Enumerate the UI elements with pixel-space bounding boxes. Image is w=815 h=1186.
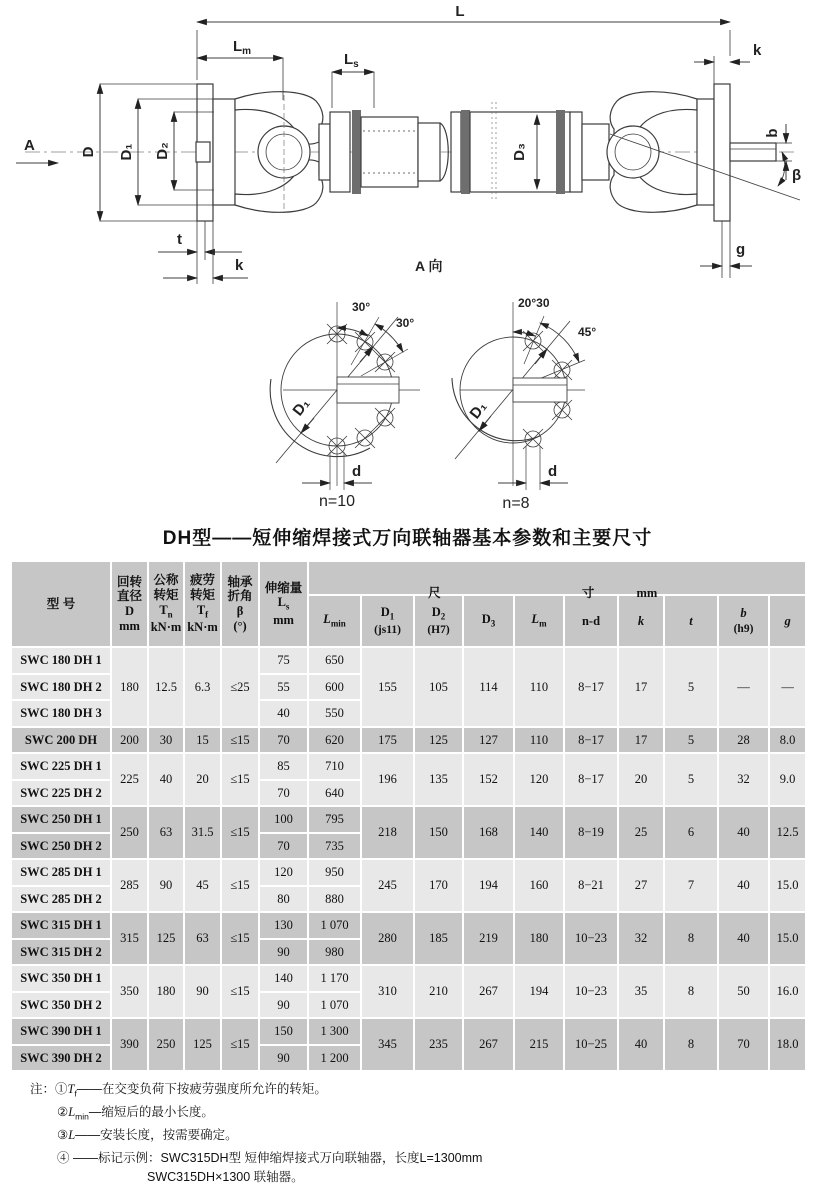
angle-label-2: 30° [396, 316, 414, 330]
value-cell: 8.0 [769, 727, 806, 754]
value-cell: 40 [618, 1018, 664, 1071]
col-header-bearing-angle: 轴承 折角 β (°) [221, 561, 259, 647]
bolt-circle-dia-label: D₁ [290, 395, 314, 419]
value-cell: 5 [664, 727, 718, 754]
value-cell: 235 [414, 1018, 463, 1071]
value-cell: 140 [259, 965, 308, 992]
value-cell: 40 [718, 912, 769, 965]
seal-ring-2 [461, 110, 470, 194]
note-2: $②L_{min}—$缩短后的最小长度。 [30, 1103, 790, 1126]
value-cell: 140 [514, 806, 564, 859]
value-cell: 80 [259, 886, 308, 913]
hole-dia-label: d [352, 463, 361, 480]
dim-k-top [694, 42, 762, 84]
value-cell: 194 [514, 965, 564, 1018]
svg-text:Ls: $L_s$ [344, 51, 359, 70]
table-row [11, 912, 806, 939]
value-cell: ≤15 [221, 859, 259, 912]
bolt-circle-dia-label: D₁ [467, 398, 491, 422]
svg-text:Lm: $L_m$ [233, 38, 251, 57]
note-5: SWC315DH×1300 联轴器。 [30, 1168, 790, 1186]
value-cell: 90 [259, 1045, 308, 1072]
table-row [11, 965, 806, 992]
col-header-extension: 伸缩量 $L_s$ mm [259, 561, 308, 647]
col-header-d3: $D_3$ [463, 595, 514, 647]
notes [30, 1080, 790, 1186]
left-pilot [196, 142, 210, 162]
model-cell: SWC 180 DH 2 [11, 674, 111, 701]
dim-g [700, 221, 752, 278]
value-cell: 310 [361, 965, 414, 1018]
value-cell: 795 [308, 806, 361, 833]
page-title: DH型——短伸缩焊接式万向联轴器基本参数和主要尺寸 [0, 523, 815, 550]
dim-Ls [332, 51, 374, 108]
angle-label-1: 20°30 [518, 296, 550, 310]
value-cell: 155 [361, 647, 414, 727]
seal-ring-1 [352, 110, 361, 194]
table-row [11, 806, 806, 833]
value-cell: 70 [259, 727, 308, 754]
value-cell: 70 [259, 833, 308, 860]
value-cell: 28 [718, 727, 769, 754]
value-cell: 8 [664, 912, 718, 965]
value-cell: ≤15 [221, 806, 259, 859]
table-row [11, 859, 806, 886]
col-header-t: t [664, 595, 718, 647]
main-assembly-view [25, 84, 800, 221]
value-cell: 250 [111, 806, 148, 859]
value-cell: 620 [308, 727, 361, 754]
value-cell: 1 070 [308, 992, 361, 1019]
model-cell: SWC 180 DH 3 [11, 700, 111, 727]
value-cell: 27 [618, 859, 664, 912]
value-cell: 8−17 [564, 647, 618, 727]
value-cell: 75 [259, 647, 308, 674]
dim-L [197, 3, 730, 80]
value-cell: 31.5 [184, 806, 221, 859]
value-cell: 980 [308, 939, 361, 966]
value-cell: 168 [463, 806, 514, 859]
dim-g-label: g [736, 241, 745, 258]
note-3: ③L——安装长度，按需要确定。 [30, 1126, 790, 1149]
model-cell: SWC 390 DH 1 [11, 1018, 111, 1045]
value-cell: ≤25 [221, 647, 259, 727]
dim-k-top-label: k [753, 42, 762, 59]
value-cell: 185 [414, 912, 463, 965]
col-header-nominal-torque: 公称 转矩 $T_n$ kN·m [148, 561, 184, 647]
value-cell: 32 [718, 753, 769, 806]
beta-arc [778, 152, 785, 186]
view-a-arrow [16, 137, 58, 163]
model-cell: SWC 200 DH [11, 727, 111, 754]
value-cell: ≤15 [221, 753, 259, 806]
value-cell: 8−17 [564, 727, 618, 754]
value-cell: 35 [618, 965, 664, 1018]
value-cell: 130 [259, 912, 308, 939]
value-cell: 8 [664, 965, 718, 1018]
value-cell: 218 [361, 806, 414, 859]
col-header-d2: $D_2$ (H7) [414, 595, 463, 647]
value-cell: 950 [308, 859, 361, 886]
model-cell: SWC 350 DH 2 [11, 992, 111, 1019]
value-cell: 40 [718, 859, 769, 912]
model-cell: SWC 285 DH 2 [11, 886, 111, 913]
value-cell: 267 [463, 1018, 514, 1071]
dim-D2-label: D₂ [154, 142, 171, 160]
left-yoke [235, 92, 323, 213]
value-cell: 280 [361, 912, 414, 965]
table-header [11, 561, 806, 647]
value-cell: 1 200 [308, 1045, 361, 1072]
value-cell: 175 [361, 727, 414, 754]
value-cell: 735 [308, 833, 361, 860]
value-cell: 17 [618, 727, 664, 754]
value-cell: 32 [618, 912, 664, 965]
value-cell: 40 [148, 753, 184, 806]
value-cell: 15.0 [769, 912, 806, 965]
value-cell: 8−21 [564, 859, 618, 912]
value-cell: 90 [259, 939, 308, 966]
value-cell: 12.5 [148, 647, 184, 727]
spline-shaft [361, 117, 418, 187]
value-cell: 50 [718, 965, 769, 1018]
model-cell: SWC 250 DH 1 [11, 806, 111, 833]
value-cell: 45 [184, 859, 221, 912]
col-header-b: b (h9) [718, 595, 769, 647]
value-cell: 70 [718, 1018, 769, 1071]
value-cell: 880 [308, 886, 361, 913]
right-hub [697, 99, 714, 205]
table-body [11, 647, 806, 1071]
col-header-lmin: $L_{min}$ [308, 595, 361, 647]
value-cell: 10−25 [564, 1018, 618, 1071]
spec-table [10, 560, 807, 1072]
note-1: 注：$①T_f——$在交变负荷下按疲劳强度所允许的转矩。 [30, 1080, 790, 1103]
value-cell: 152 [463, 753, 514, 806]
dim-D3-label: D₃ [511, 143, 528, 161]
value-cell: 110 [514, 647, 564, 727]
value-cell: 40 [718, 806, 769, 859]
value-cell: 9.0 [769, 753, 806, 806]
dim-D-label: D [80, 146, 97, 157]
value-cell: — [769, 647, 806, 727]
model-cell: SWC 315 DH 1 [11, 912, 111, 939]
value-cell: 16.0 [769, 965, 806, 1018]
value-cell: 25 [618, 806, 664, 859]
value-cell: 710 [308, 753, 361, 780]
value-cell: 10−23 [564, 912, 618, 965]
slip-collar [330, 112, 350, 192]
value-cell: 250 [148, 1018, 184, 1071]
col-header-diameter: 回转 直径 D mm [111, 561, 148, 647]
value-cell: 650 [308, 647, 361, 674]
value-cell: 8 [664, 1018, 718, 1071]
drawing-svg [0, 0, 815, 518]
view-a-letter: A [24, 137, 35, 154]
value-cell: 114 [463, 647, 514, 727]
value-cell: 200 [111, 727, 148, 754]
dim-beta-label: β [792, 167, 801, 184]
value-cell: 7 [664, 859, 718, 912]
col-header-model: 型 号 [11, 561, 111, 647]
angle-label-2: 45° [578, 325, 596, 339]
value-cell: 210 [414, 965, 463, 1018]
bolt-circle-view-n10 [270, 300, 420, 510]
model-cell: SWC 350 DH 1 [11, 965, 111, 992]
value-cell: 20 [618, 753, 664, 806]
value-cell: 160 [514, 859, 564, 912]
table-row [11, 1018, 806, 1045]
value-cell: 1 170 [308, 965, 361, 992]
dim-b-label: b [764, 128, 781, 137]
value-cell: 70 [259, 780, 308, 807]
col-header-lm: $L_m$ [514, 595, 564, 647]
value-cell: 170 [414, 859, 463, 912]
value-cell: 110 [514, 727, 564, 754]
col-header-dimensions: 尺 寸 mm [308, 561, 806, 595]
note-4: ④ ——标记示例：SWC315DH型 短伸缩焊接式万向联轴器，长度L=1300mm [30, 1149, 790, 1168]
seal-ring-3 [556, 110, 565, 194]
model-cell: SWC 390 DH 2 [11, 1045, 111, 1072]
value-cell: 150 [259, 1018, 308, 1045]
model-cell: SWC 315 DH 2 [11, 939, 111, 966]
value-cell: 5 [664, 647, 718, 727]
col-header-k: k [618, 595, 664, 647]
value-cell: 1 300 [308, 1018, 361, 1045]
table-row [11, 647, 806, 674]
value-cell: ≤15 [221, 727, 259, 754]
col-header-d1: $D_1$ (js11) [361, 595, 414, 647]
value-cell: 6.3 [184, 647, 221, 727]
value-cell: 18.0 [769, 1018, 806, 1071]
value-cell: 15.0 [769, 859, 806, 912]
value-cell: 600 [308, 674, 361, 701]
value-cell: 30 [148, 727, 184, 754]
value-cell: 120 [514, 753, 564, 806]
model-cell: SWC 180 DH 1 [11, 647, 111, 674]
value-cell: 8−19 [564, 806, 618, 859]
bolt-circle-view-n8 [452, 296, 596, 512]
left-hub [213, 99, 235, 205]
value-cell: 225 [111, 753, 148, 806]
value-cell: 15 [184, 727, 221, 754]
value-cell: 63 [148, 806, 184, 859]
stub-shaft [730, 143, 776, 161]
col-header-g: g [769, 595, 806, 647]
value-cell: 127 [463, 727, 514, 754]
value-cell: 180 [148, 965, 184, 1018]
dim-t [158, 221, 242, 284]
value-cell: 245 [361, 859, 414, 912]
value-cell: 125 [414, 727, 463, 754]
value-cell: 135 [414, 753, 463, 806]
table-row [11, 727, 806, 754]
value-cell: 219 [463, 912, 514, 965]
value-cell: — [718, 647, 769, 727]
value-cell: 17 [618, 647, 664, 727]
value-cell: 345 [361, 1018, 414, 1071]
dim-t-label: t [177, 231, 182, 248]
value-cell: 315 [111, 912, 148, 965]
value-cell: 55 [259, 674, 308, 701]
value-cell: 125 [148, 912, 184, 965]
value-cell: 120 [259, 859, 308, 886]
value-cell: 85 [259, 753, 308, 780]
right-flange [714, 84, 730, 221]
value-cell: 90 [184, 965, 221, 1018]
dim-L-label: L [455, 3, 464, 20]
value-cell: 640 [308, 780, 361, 807]
value-cell: 8−17 [564, 753, 618, 806]
value-cell: 105 [414, 647, 463, 727]
view-a-caption: A 向 [415, 258, 442, 274]
value-cell: 20 [184, 753, 221, 806]
value-cell: 194 [463, 859, 514, 912]
col-header-fatigue-torque: 疲劳 转矩 $T_f$ kN·m [184, 561, 221, 647]
value-cell: ≤15 [221, 1018, 259, 1071]
value-cell: 10−23 [564, 965, 618, 1018]
value-cell: 180 [514, 912, 564, 965]
angle-label-1: 30° [352, 300, 370, 314]
value-cell: 267 [463, 965, 514, 1018]
value-cell: 40 [259, 700, 308, 727]
model-cell: SWC 225 DH 2 [11, 780, 111, 807]
bolt-count-n8: n=8 [502, 495, 529, 512]
col-header-nd: n-d [564, 595, 618, 647]
technical-drawing [0, 0, 815, 518]
value-cell: 5 [664, 753, 718, 806]
value-cell: 6 [664, 806, 718, 859]
value-cell: 150 [414, 806, 463, 859]
value-cell: 125 [184, 1018, 221, 1071]
model-cell: SWC 250 DH 2 [11, 833, 111, 860]
dim-k-bottom-label: k [235, 257, 244, 274]
bolt-count-n10: n=10 [319, 493, 355, 510]
value-cell: 285 [111, 859, 148, 912]
value-cell: 100 [259, 806, 308, 833]
model-cell: SWC 225 DH 1 [11, 753, 111, 780]
value-cell: 390 [111, 1018, 148, 1071]
table-row [11, 753, 806, 780]
value-cell: 90 [148, 859, 184, 912]
value-cell: 90 [259, 992, 308, 1019]
value-cell: 63 [184, 912, 221, 965]
model-cell: SWC 285 DH 1 [11, 859, 111, 886]
value-cell: 215 [514, 1018, 564, 1071]
value-cell: ≤15 [221, 912, 259, 965]
value-cell: ≤15 [221, 965, 259, 1018]
dim-D1-label: D₁ [118, 143, 135, 160]
hole-dia-label: d [548, 463, 557, 480]
value-cell: 196 [361, 753, 414, 806]
value-cell: 550 [308, 700, 361, 727]
value-cell: 12.5 [769, 806, 806, 859]
value-cell: 350 [111, 965, 148, 1018]
value-cell: 1 070 [308, 912, 361, 939]
value-cell: 180 [111, 647, 148, 727]
